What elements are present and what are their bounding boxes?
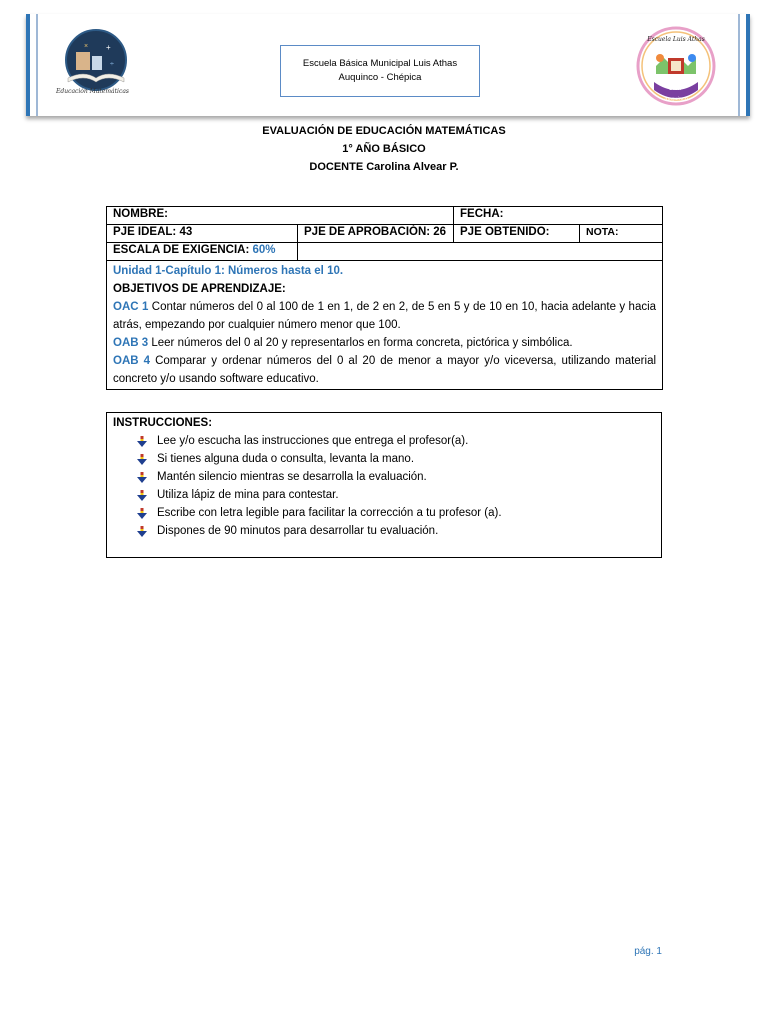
- objectives-heading: OBJETIVOS DE APRENDIZAJE:: [113, 283, 286, 295]
- objective-text: Comparar y ordenar números del 0 al 20 de menor a mayor y/o viceversa, utilizando material concreto y/o usando software educativo.: [113, 355, 657, 385]
- right-logo-sub: Auquinco: [664, 96, 688, 102]
- school-name-box: [280, 45, 480, 97]
- list-item: [137, 486, 655, 504]
- exigency-scale: [107, 243, 298, 261]
- grade-title: 1° AÑO BÁSICO: [342, 143, 426, 155]
- unit-chapter: Unidad 1-Capítulo 1: Números hasta el 10.: [113, 265, 344, 277]
- student-info-table: [106, 206, 663, 390]
- svg-text:÷: ÷: [110, 61, 114, 68]
- exigency-label: ESCALA DE EXIGENCIA:: [113, 244, 253, 256]
- svg-text:×: ×: [84, 43, 89, 50]
- table-row: [107, 207, 663, 225]
- list-item: [137, 450, 655, 468]
- instruction-text: Escribe con letra legible para facilitar la corrección a tu profesor (a).: [157, 507, 502, 519]
- page-number: pág. 1: [634, 946, 662, 957]
- evaluation-title: EVALUACIÓN DE EDUCACIÓN MATEMÁTICAS: [262, 125, 506, 137]
- instruction-text: Si tienes alguna duda o consulta, levanta la mano.: [157, 453, 415, 465]
- objective-text: Contar números del 0 al 100 de 1 en 1, de 2 en 2, de 5 en 5 y de 10 en 10, hacia adelante y hacia atrás, empezando por cualquier número menor que 100.: [113, 301, 657, 331]
- right-logo-title: Escuela Luis Athas: [647, 36, 705, 43]
- objective-code: OAB 3: [113, 337, 149, 349]
- down-arrow-bullet-icon: [137, 472, 147, 483]
- down-arrow-bullet-icon: [137, 508, 147, 519]
- objective-text: Leer números del 0 al 20 y representarlos en forma concreta, pictórica y simbólica.: [148, 337, 573, 349]
- date-field[interactable]: FECHA:: [454, 207, 663, 225]
- instruction-text: Mantén silencio mientras se desarrolla la evaluación.: [157, 471, 427, 483]
- table-row: [107, 225, 663, 243]
- objective-item: [113, 352, 656, 388]
- passing-score: PJE DE APROBACIÓN: 26: [298, 225, 454, 243]
- objectives-cell: [107, 261, 663, 390]
- objective-code: OAB 4: [113, 355, 151, 367]
- instructions-heading: INSTRUCCIONES:: [113, 417, 213, 429]
- left-logo-caption: Educación Matemáticas: [56, 88, 129, 95]
- objective-item: [113, 334, 656, 352]
- header-right-rule: [738, 14, 740, 116]
- svg-text:+: +: [106, 43, 111, 52]
- header-left-rule: [36, 14, 38, 116]
- name-field[interactable]: NOMBRE:: [107, 207, 454, 225]
- down-arrow-bullet-icon: [137, 490, 147, 501]
- objective-code: OAC 1: [113, 301, 149, 313]
- instruction-text: Lee y/o escucha las instrucciones que entrega el profesor(a).: [157, 435, 469, 447]
- list-item: [137, 504, 655, 522]
- objective-item: [113, 298, 656, 334]
- school-location: Auquinco - Chépica: [338, 72, 422, 83]
- down-arrow-bullet-icon: [137, 526, 147, 537]
- instructions-box: [106, 412, 662, 558]
- ideal-score: PJE IDEAL: 43: [107, 225, 298, 243]
- instruction-text: Utiliza lápiz de mina para contestar.: [157, 489, 339, 501]
- exigency-value: 60%: [252, 244, 276, 256]
- school-name: Escuela Básica Municipal Luis Athas: [302, 58, 458, 69]
- list-item: [137, 432, 655, 450]
- obtained-score-field[interactable]: PJE OBTENIDO:: [454, 225, 580, 243]
- instructions-list: [113, 432, 655, 540]
- table-row: [107, 261, 663, 390]
- document-titles: [0, 122, 768, 176]
- table-row: [107, 243, 663, 261]
- right-logo-utp: U.T.P: [668, 86, 684, 92]
- list-item: [137, 522, 655, 540]
- teacher-title: DOCENTE Carolina Alvear P.: [309, 161, 459, 173]
- empty-cell: [298, 243, 663, 261]
- instruction-text: Dispones de 90 minutos para desarrollar tu evaluación.: [157, 525, 439, 537]
- down-arrow-bullet-icon: [137, 436, 147, 447]
- grade-field[interactable]: NOTA:: [580, 225, 663, 243]
- down-arrow-bullet-icon: [137, 454, 147, 465]
- list-item: [137, 468, 655, 486]
